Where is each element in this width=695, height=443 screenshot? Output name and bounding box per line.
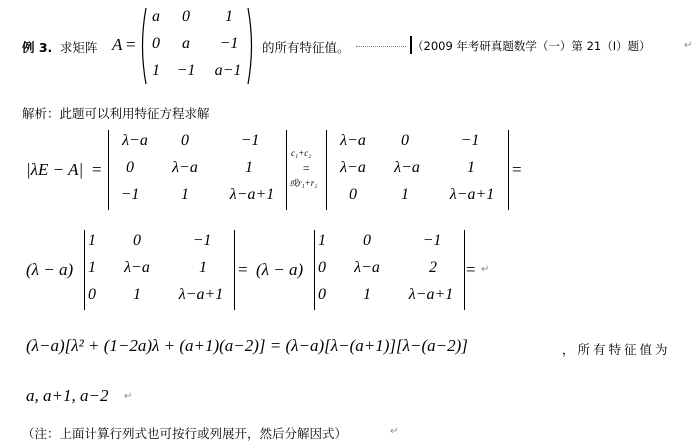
column-op-top: c₁+c₂ — [291, 148, 312, 158]
step3-text: ，所有特征值为 — [562, 342, 671, 357]
return-mark-icon: ↵ — [124, 391, 133, 402]
matrix-name: A — [112, 35, 123, 54]
det-cell: 1 — [181, 186, 189, 203]
matrix-a-cell: 0 — [182, 8, 190, 25]
det-cell: −1 — [240, 132, 260, 149]
det-cell: 0 — [126, 159, 134, 176]
det-bar — [286, 130, 287, 210]
note-text: （注：上面计算行列式也可按行或列展开，然后分解因式） — [22, 426, 348, 441]
det-cell: 0 — [401, 132, 409, 149]
eigenvalues-result: a, a+1, a−2 — [26, 386, 109, 405]
det-cell: 1 — [363, 286, 371, 303]
matrix-a-cell: 1 — [225, 8, 233, 25]
step1-determinant-2 — [324, 128, 510, 212]
det-bar — [108, 130, 109, 210]
matrix-a-cell: a — [182, 35, 190, 52]
matrix-a-cell: −1 — [176, 62, 196, 79]
step1-determinant-1 — [106, 128, 288, 212]
det-cell: −1 — [120, 186, 140, 203]
det-cell: 1 — [88, 259, 96, 276]
det-cell: 1 — [199, 259, 207, 276]
step1-equals-end: = — [512, 160, 522, 179]
step3-expression: (λ−a)[λ² + (1−2a)λ + (a+1)(a−2)] = (λ−a)[λ−(a+1)][λ−(a−2)] — [26, 336, 468, 355]
det-cell: λ−a — [172, 159, 198, 176]
det-cell: λ−a — [340, 132, 366, 149]
row-op-bottom: 或r₁+r₂ — [289, 178, 318, 188]
det-cell: 0 — [181, 132, 189, 149]
det-cell: 0 — [88, 286, 96, 303]
det-bar — [326, 130, 327, 210]
matrix-equals: = — [126, 35, 136, 54]
matrix-a — [138, 6, 256, 86]
det-cell: −1 — [460, 132, 480, 149]
det-cell: λ−a+1 — [408, 286, 454, 303]
det-cell: 0 — [363, 232, 371, 249]
example-text-before: 求矩阵 — [60, 40, 98, 55]
det-cell: 0 — [318, 259, 326, 276]
det-bar — [464, 230, 465, 310]
step1-equals: = — [92, 160, 102, 179]
matrix-a-cell: a−1 — [214, 62, 242, 79]
det-bar — [508, 130, 509, 210]
step1-lhs: |λE − A| — [26, 160, 84, 179]
det-cell: λ−a+1 — [449, 186, 495, 203]
det-cell: −1 — [422, 232, 442, 249]
det-cell: λ−a+1 — [178, 286, 224, 303]
det-cell: λ−a — [124, 259, 150, 276]
matrix-a-cell: −1 — [219, 35, 239, 52]
det-cell: 1 — [401, 186, 409, 203]
return-mark-icon: ↵ — [684, 40, 693, 51]
column-op-equals: = — [302, 161, 311, 175]
det-cell: 0 — [133, 232, 141, 249]
step2-determinant-1 — [82, 228, 236, 312]
analysis-label: 解析：此题可以利用特征方程求解 — [22, 106, 210, 121]
det-cell: 1 — [467, 159, 475, 176]
example-label: 例 3. — [22, 40, 53, 55]
det-cell: 0 — [349, 186, 357, 203]
return-mark-icon: ↵ — [481, 264, 490, 275]
matrix-a-cell: 0 — [152, 35, 160, 52]
det-cell: λ−a — [394, 159, 420, 176]
matrix-a-cell: 1 — [152, 62, 160, 79]
det-bar — [234, 230, 235, 310]
det-cell: λ−a — [354, 259, 380, 276]
step2-factor-2: (λ − a) — [256, 260, 304, 279]
step2-determinant-2 — [312, 228, 466, 312]
example-text-after: 的所有特征值。 — [262, 40, 350, 55]
return-mark-icon: ↵ — [390, 426, 399, 437]
det-cell: 0 — [318, 286, 326, 303]
det-cell: λ−a+1 — [229, 186, 275, 203]
dotted-leader — [356, 46, 406, 47]
step2-equals-end: = — [466, 260, 476, 279]
matrix-a-cell: a — [152, 8, 160, 25]
step2-factor-1: (λ − a) — [26, 260, 74, 279]
det-cell: 2 — [429, 259, 437, 276]
det-cell: 1 — [88, 232, 96, 249]
det-cell: 1 — [245, 159, 253, 176]
example-source: （2009 年考研真题数学（一）第 21（Ⅰ）题） — [412, 39, 651, 53]
det-cell: 1 — [133, 286, 141, 303]
det-cell: λ−a — [122, 132, 148, 149]
det-cell: −1 — [192, 232, 212, 249]
step2-equals: = — [238, 260, 248, 279]
det-cell: 1 — [318, 232, 326, 249]
det-cell: λ−a — [340, 159, 366, 176]
